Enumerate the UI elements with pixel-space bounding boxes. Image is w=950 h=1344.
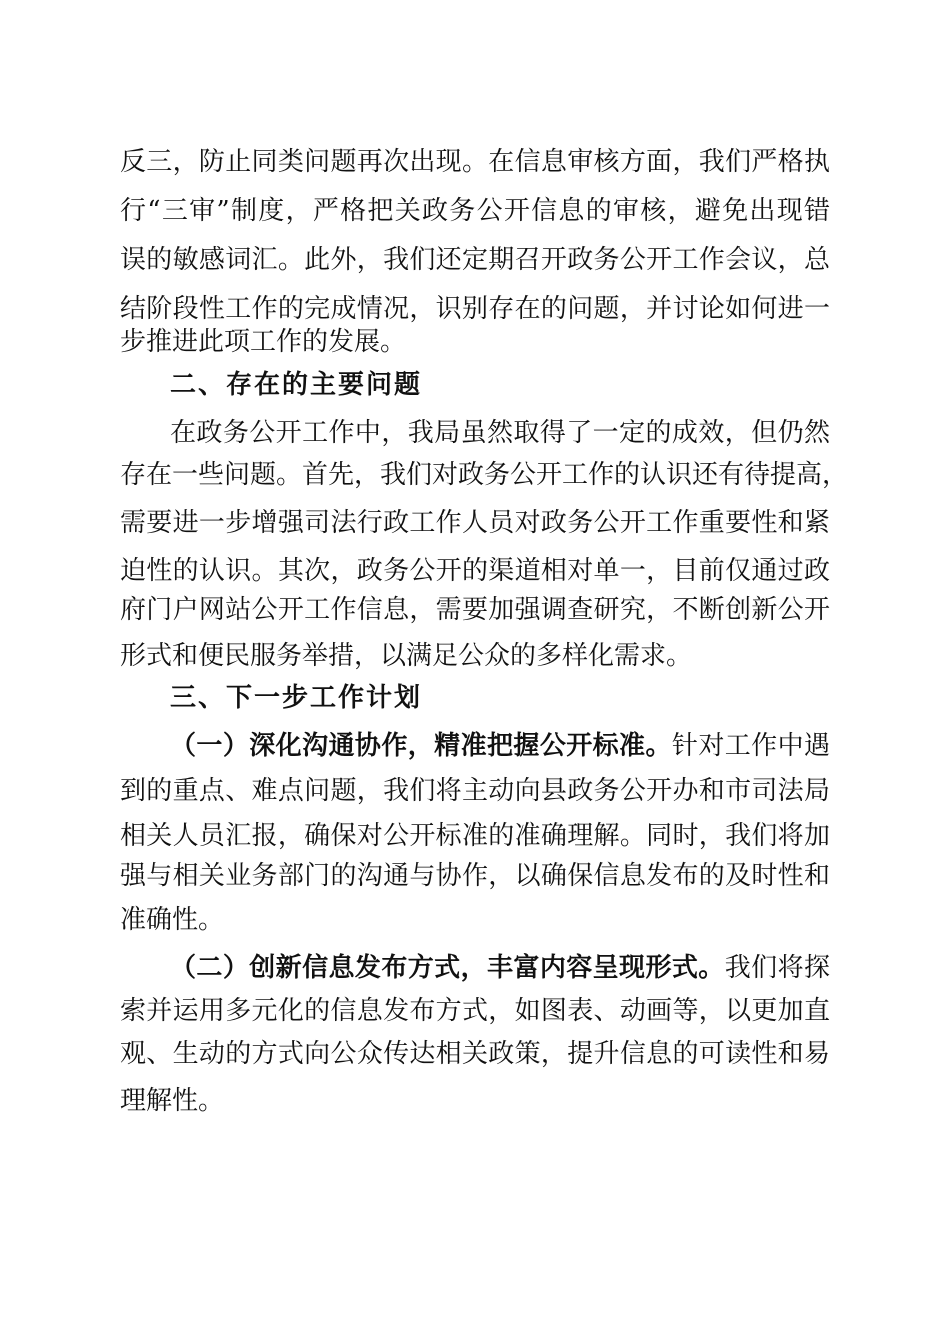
- paragraph-line: 府门户网站公开工作信息，需要加强调查研究，不断创新公开: [120, 595, 830, 625]
- subsection-1-first-line: [170, 726, 830, 766]
- paragraph-line: 理解性。: [120, 1086, 225, 1116]
- subsection-2-first-line: [170, 948, 830, 988]
- paragraph-line: 在政务公开工作中，我局虽然取得了一定的成效，但仍然: [170, 418, 830, 448]
- paragraph-line: 到的重点、难点问题，我们将主动向县政务公开办和市司法局: [120, 776, 830, 806]
- subsection-1-first-text: 针对工作中遇: [671, 731, 830, 761]
- paragraph-line: 观、生动的方式向公众传达相关政策，提升信息的可读性和易: [120, 1039, 830, 1069]
- paragraph-line: 相关人员汇报，确保对公开标准的准确理解。同时，我们将加: [120, 821, 830, 851]
- paragraph-line: 存在一些问题。首先，我们对政务公开工作的认识还有待提高，: [120, 460, 849, 490]
- paragraph-line: 迫性的认识。其次，政务公开的渠道相对单一，目前仅通过政: [120, 556, 830, 586]
- paragraph-line: 反三，防止同类问题再次出现。在信息审核方面，我们严格执: [120, 147, 830, 177]
- section-heading-next-steps: 三、下一步工作计划: [170, 683, 423, 713]
- paragraph-line: 形式和便民服务举措，以满足公众的多样化需求。: [120, 641, 693, 671]
- paragraph-line: 强与相关业务部门的沟通与协作，以确保信息发布的及时性和: [120, 861, 830, 891]
- paragraph-line: 索并运用多元化的信息发布方式，如图表、动画等，以更加直: [120, 996, 830, 1026]
- subsection-2-first-text: 我们将探: [724, 953, 830, 983]
- section-heading-problems: 二、存在的主要问题: [170, 370, 423, 400]
- paragraph-line: 误的敏感词汇。此外，我们还定期召开政务公开工作会议，总: [120, 245, 830, 275]
- paragraph-line: 步推进此项工作的发展。: [120, 327, 407, 357]
- paragraph-line: 行“三审”制度，严格把关政务公开信息的审核，避免出现错: [120, 196, 830, 226]
- subsection-1-title: （一）深化沟通协作，精准把握公开标准。: [170, 731, 672, 761]
- paragraph-line: 准确性。: [120, 905, 225, 935]
- subsection-2-title: （二）创新信息发布方式，丰富内容呈现形式。: [170, 953, 725, 983]
- paragraph-line: 结阶段性工作的完成情况，识别存在的问题，并讨论如何进一: [120, 294, 830, 324]
- paragraph-line: 需要进一步增强司法行政工作人员对政务公开工作重要性和紧: [120, 508, 830, 538]
